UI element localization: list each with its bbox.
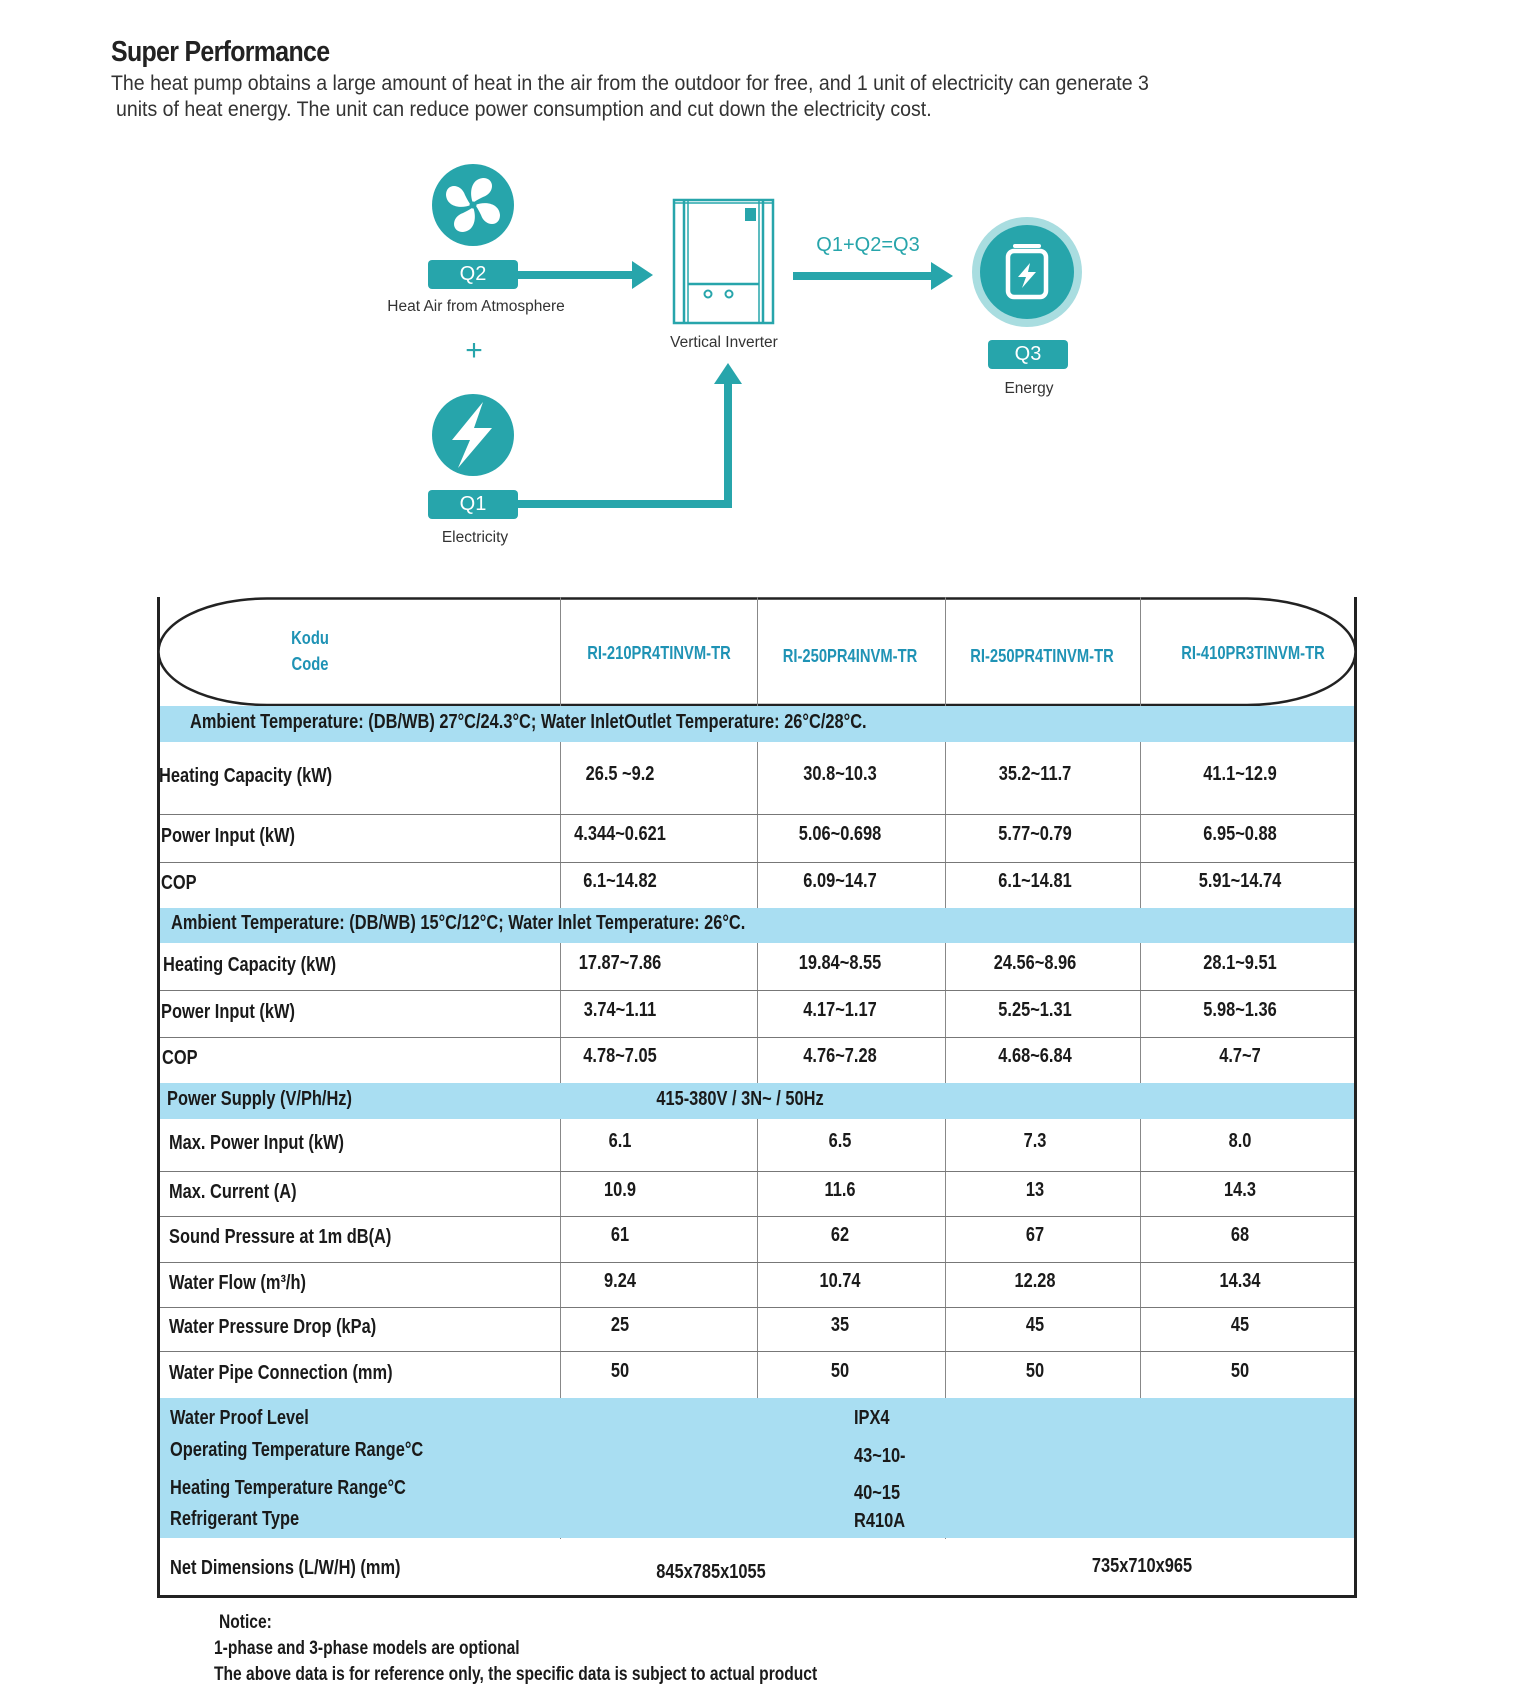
- notice-line-2: The above data is for reference only, the specific data is subject to actual product: [214, 1664, 818, 1685]
- cop-row-value: 6.1~14.82: [583, 870, 657, 892]
- max-current-row-value: 13: [1025, 1178, 1045, 1201]
- notice-title: Notice:: [219, 1612, 272, 1633]
- heating-capacity-row-value: 19.84~8.55: [798, 951, 882, 974]
- heating-temperature-range-value: 40~15: [854, 1482, 901, 1504]
- cop-row-value: 4.68~6.84: [998, 1045, 1072, 1067]
- row-divider: [160, 1262, 1354, 1263]
- row-divider: [160, 1216, 1354, 1217]
- power-input-row-label: Power Input (kW): [161, 1000, 295, 1023]
- max-power-input-row-value: 7.3: [1023, 1130, 1047, 1152]
- operating-temperature-range-value: 43~10-: [854, 1445, 906, 1467]
- q3-label: Energy: [1004, 380, 1054, 397]
- water-flow-row-label: Water Flow (m³/h): [169, 1271, 306, 1294]
- net-dimensions-value-2: 735x710x965: [1091, 1555, 1193, 1577]
- cop-row-value: 4.78~7.05: [583, 1045, 657, 1067]
- max-power-input-row-value: 6.5: [828, 1130, 852, 1152]
- heat-pump-unit-icon: [674, 200, 773, 323]
- plus-sign: +: [465, 334, 483, 367]
- water-flow-row-value: 12.28: [1014, 1269, 1056, 1292]
- heating-capacity-row-value: 30.8~10.3: [803, 763, 877, 785]
- battery-charge-icon: [972, 217, 1082, 327]
- sound-pressure-row-value: 62: [830, 1224, 850, 1246]
- q2-label: Heat Air from Atmosphere: [387, 298, 565, 315]
- operating-temperature-range-label: Operating Temperature Range°C: [170, 1439, 424, 1461]
- power-input-row-value: 3.74~1.11: [583, 998, 657, 1021]
- sound-pressure-row-value: 61: [610, 1224, 630, 1246]
- heating-capacity-row-value: 26.5 ~9.2: [585, 763, 655, 785]
- sound-pressure-row-label: Sound Pressure at 1m dB(A): [169, 1226, 392, 1248]
- model-header-3: RI-250PR4TINVM-TR: [970, 646, 1114, 666]
- unit-label: Vertical Inverter: [670, 334, 778, 351]
- water-pipe-connection-row-value: 50: [830, 1359, 850, 1382]
- row-divider: [160, 814, 1354, 815]
- power-input-row-value: 6.95~0.88: [1203, 823, 1277, 845]
- water-pressure-drop-row-label: Water Pressure Drop (kPa): [169, 1316, 377, 1338]
- model-header-1: RI-210PR4TINVM-TR: [587, 643, 731, 663]
- intro-text-line-1: The heat pump obtains a large amount of heat in the air from the outdoor for free, and 1 unit of electricity can generate 3: [111, 72, 1149, 95]
- row-divider: [160, 862, 1354, 863]
- heating-capacity-row-value: 35.2~11.7: [998, 763, 1072, 785]
- power-input-row-value: 5.77~0.79: [998, 823, 1072, 845]
- q1-arrow: [515, 363, 742, 508]
- cop-row-value: 5.91~14.74: [1198, 870, 1282, 892]
- net-dimensions-value-1: 845x785x1055: [656, 1561, 766, 1583]
- q3-tag: Q3: [988, 340, 1068, 369]
- model-header-2: RI-250PR4INVM-TR: [782, 646, 918, 666]
- row-divider: [160, 990, 1354, 991]
- equation-label: Q1+Q2=Q3: [816, 234, 920, 256]
- row-divider: [160, 1307, 1354, 1308]
- section-title-1: Ambient Temperature: (DB/WB) 27°C/24.3°C; Water InletOutlet Temperature: 26°C/28°C.: [190, 711, 867, 733]
- power-input-row-label: Power Input (kW): [161, 825, 295, 847]
- water-pressure-drop-row-value: 35: [830, 1314, 850, 1336]
- cop-row-label: COP: [162, 1047, 198, 1069]
- water-pipe-connection-row-value: 50: [1025, 1359, 1045, 1382]
- cop-row-value: 6.1~14.81: [998, 870, 1072, 892]
- sound-pressure-row-value: 68: [1230, 1224, 1250, 1246]
- q2-tag: Q2: [428, 260, 518, 289]
- row-divider: [160, 1171, 1354, 1172]
- q1-tag: Q1: [428, 490, 518, 519]
- row-divider: [160, 1037, 1354, 1038]
- max-current-row-value: 14.3: [1224, 1178, 1256, 1201]
- water-proof-level-label: Water Proof Level: [170, 1407, 309, 1429]
- heating-capacity-row-value: 28.1~9.51: [1203, 951, 1277, 974]
- power-supply-value: 415-380V / 3N~ / 50Hz: [656, 1088, 824, 1110]
- model-header-4: RI-410PR3TINVM-TR: [1181, 643, 1325, 663]
- power-input-row-value: 5.98~1.36: [1203, 998, 1277, 1021]
- notice-line-1: 1-phase and 3-phase models are optional: [214, 1638, 520, 1659]
- heating-capacity-row-value: 24.56~8.96: [993, 951, 1077, 974]
- diagram-graphics: [0, 0, 1514, 600]
- q3-arrow: [793, 262, 953, 290]
- cop-row-value: 4.7~7: [1219, 1045, 1261, 1067]
- water-pipe-connection-row-value: 50: [610, 1359, 630, 1382]
- max-power-input-row-label: Max. Power Input (kW): [169, 1132, 344, 1154]
- power-input-row-value: 4.344~0.621: [574, 823, 666, 845]
- refrigerant-type-value: R410A: [854, 1510, 906, 1532]
- heating-capacity-row-label: Heating Capacity (kW): [163, 953, 337, 976]
- refrigerant-type-label: Refrigerant Type: [170, 1508, 300, 1530]
- row-divider: [160, 1351, 1354, 1352]
- cop-row-label: COP: [161, 872, 197, 894]
- power-input-row-value: 4.17~1.17: [803, 998, 877, 1021]
- cop-row-value: 6.09~14.7: [803, 870, 877, 892]
- water-flow-row-value: 9.24: [604, 1269, 636, 1292]
- power-input-row-value: 5.06~0.698: [798, 823, 882, 845]
- water-proof-level-value: IPX4: [854, 1407, 890, 1429]
- heating-capacity-row-value: 41.1~12.9: [1203, 763, 1277, 785]
- heating-capacity-row-value: 17.87~7.86: [578, 951, 662, 974]
- page-title: Super Performance: [111, 36, 330, 68]
- water-pressure-drop-row-value: 45: [1230, 1314, 1250, 1336]
- q2-arrow: [515, 261, 653, 289]
- water-flow-row-value: 10.74: [819, 1269, 861, 1292]
- water-flow-row-value: 14.34: [1219, 1269, 1261, 1292]
- max-current-row-label: Max. Current (A): [169, 1180, 297, 1203]
- water-pipe-connection-row-label: Water Pipe Connection (mm): [169, 1361, 393, 1384]
- header-label-kodu: Kodu: [291, 628, 329, 648]
- cop-row-value: 4.76~7.28: [803, 1045, 877, 1067]
- heating-temperature-range-label: Heating Temperature Range°C: [170, 1477, 406, 1499]
- intro-text-line-2: units of heat energy. The unit can reduce power consumption and cut down the electricity cost.: [116, 98, 932, 121]
- max-current-row-value: 10.9: [604, 1178, 636, 1201]
- max-power-input-row-value: 8.0: [1228, 1130, 1252, 1152]
- power-supply-label: Power Supply (V/Ph/Hz): [167, 1088, 352, 1110]
- water-pipe-connection-row-value: 50: [1230, 1359, 1250, 1382]
- max-current-row-value: 11.6: [824, 1178, 856, 1201]
- spec-table: [157, 597, 1357, 1598]
- sound-pressure-row-value: 67: [1025, 1224, 1045, 1246]
- shared-specs-band: [160, 1398, 1354, 1538]
- water-pressure-drop-row-value: 45: [1025, 1314, 1045, 1336]
- net-dimensions-label: Net Dimensions (L/W/H) (mm): [170, 1557, 401, 1579]
- header-label-code: Code: [291, 654, 329, 674]
- q1-label: Electricity: [441, 529, 509, 546]
- fan-icon: [432, 164, 514, 246]
- heating-capacity-row-label: Heating Capacity (kW): [159, 765, 333, 787]
- power-input-row-value: 5.25~1.31: [998, 998, 1072, 1021]
- section-title-2: Ambient Temperature: (DB/WB) 15°C/12°C; Water Inlet Temperature: 26°C.: [171, 912, 746, 934]
- max-power-input-row-value: 6.1: [608, 1130, 632, 1152]
- water-pressure-drop-row-value: 25: [610, 1314, 630, 1336]
- lightning-icon: [432, 394, 514, 476]
